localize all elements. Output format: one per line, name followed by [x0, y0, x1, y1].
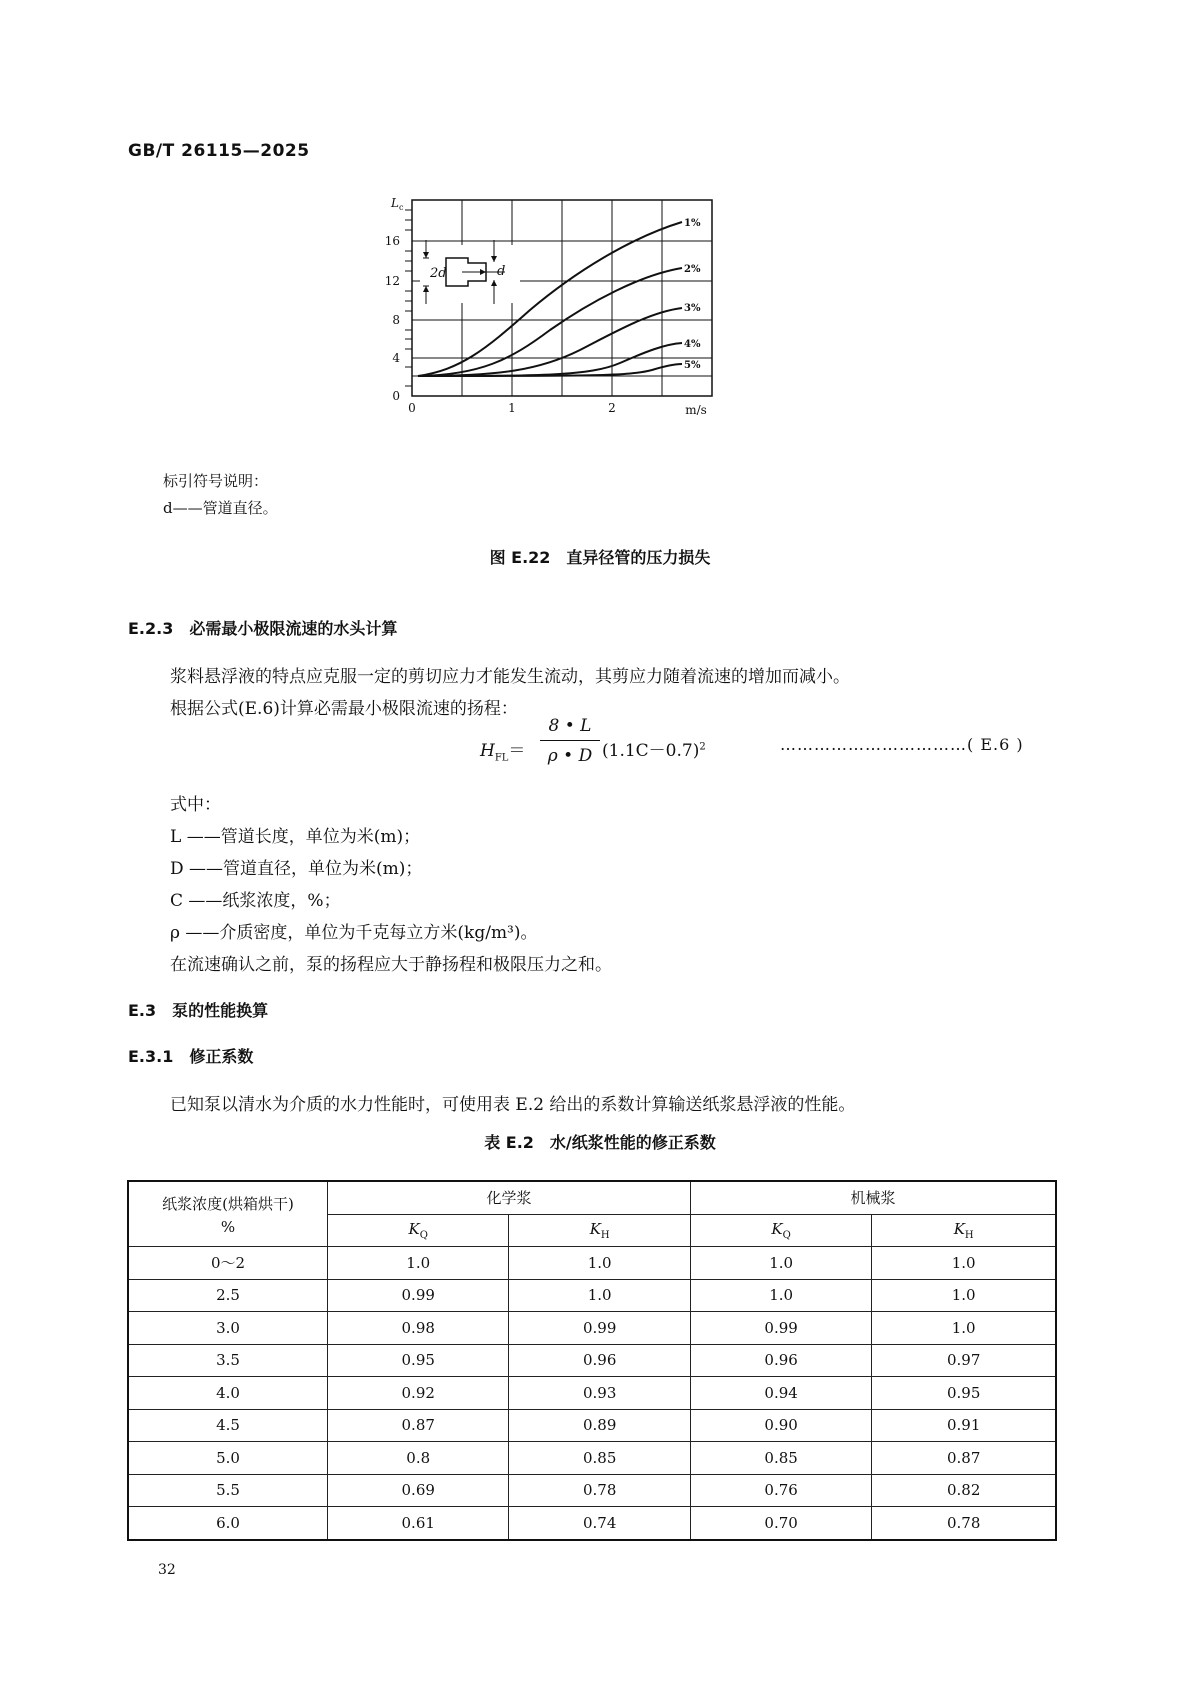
table-cell: 0.69: [328, 1474, 509, 1507]
table-cell: 2.5: [128, 1279, 328, 1312]
header-mech-kh: $K_H$: [872, 1214, 1056, 1247]
table-cell: 0.82: [872, 1474, 1056, 1507]
pressure-loss-figure: [384, 196, 730, 430]
table-cell: 1.0: [690, 1279, 871, 1312]
table-cell: 0.8: [328, 1442, 509, 1475]
table-cell: 0.93: [509, 1377, 690, 1410]
y-tick-8: 8: [392, 313, 400, 327]
table-cell: 6.0: [128, 1507, 328, 1540]
reducer-pipe-diagram: [420, 240, 520, 304]
table-row: [128, 1247, 1056, 1280]
table-cell: 0.85: [509, 1442, 690, 1475]
formula-lhs-sub: FL: [494, 752, 509, 764]
y-tick-0: 0: [392, 389, 400, 403]
where-item-rho: ρ ——介质密度，单位为千克每立方米(kg/m³)。: [170, 923, 538, 943]
header-consistency-line1: 纸浆浓度(烘箱烘干): [162, 1194, 294, 1213]
header-mechanical-pulp: 机械浆: [690, 1181, 1056, 1214]
y-tick-16: 16: [384, 234, 400, 248]
table-cell: 0.70: [690, 1507, 871, 1540]
table-cell: 1.0: [509, 1279, 690, 1312]
standard-code: GB/T 26115—2025: [128, 141, 310, 161]
table-cell: 1.0: [872, 1247, 1056, 1280]
heading-e3: E.3 泵的性能换算: [128, 1001, 269, 1020]
table-row: [128, 1344, 1056, 1377]
y-axis-label-sub: c: [399, 203, 404, 212]
curve-label-1pct: 1%: [684, 218, 701, 229]
table-cell: 0.96: [509, 1344, 690, 1377]
table-row: [128, 1312, 1056, 1345]
table-cell: 0.89: [509, 1409, 690, 1442]
table-row: [128, 1377, 1056, 1410]
figure-caption: 图 E.22 直异径管的压力损失: [489, 548, 711, 567]
table-cell: 0.96: [690, 1344, 871, 1377]
table-cell: 1.0: [690, 1247, 871, 1280]
table-row: [128, 1409, 1056, 1442]
table-row: [128, 1279, 1056, 1312]
header-chemical-pulp: 化学浆: [328, 1181, 691, 1214]
inset-label-d: d: [497, 264, 506, 279]
table-cell: 0.76: [690, 1474, 871, 1507]
table-cell: 0.97: [872, 1344, 1056, 1377]
paragraph-head-requirement: 在流速确认之前，泵的扬程应大于静扬程和极限压力之和。: [170, 955, 612, 975]
x-tick-1: 1: [508, 401, 516, 415]
table-row: [128, 1474, 1056, 1507]
formula-tail: (1.1C－0.7): [602, 741, 700, 761]
table-cell: 0.98: [328, 1312, 509, 1345]
y-axis-label: L: [391, 196, 399, 210]
curve-label-2pct: 2%: [684, 264, 701, 275]
table-cell: 0.74: [509, 1507, 690, 1540]
table-cell: 1.0: [509, 1247, 690, 1280]
header-chem-kq: $K_Q$: [328, 1214, 509, 1247]
table-cell: 4.5: [128, 1409, 328, 1442]
header-mech-kq: $K_Q$: [690, 1214, 871, 1247]
table-cell: 0.87: [872, 1442, 1056, 1475]
where-item-D: D ——管道直径，单位为米(m)；: [170, 859, 423, 879]
table-cell: 1.0: [328, 1247, 509, 1280]
paragraph-shear: 浆料悬浮液的特点应克服一定的剪切应力才能发生流动，其剪应力随着流速的增加而减小。: [170, 667, 850, 687]
table-cell: 0.92: [328, 1377, 509, 1410]
table-cell: 4.0: [128, 1377, 328, 1410]
correction-factor-table: [127, 1180, 1057, 1541]
header-chem-kh: $K_H$: [509, 1214, 690, 1247]
y-tick-12: 12: [384, 274, 400, 288]
table-row: [128, 1442, 1056, 1475]
table-cell: 0.78: [872, 1507, 1056, 1540]
x-tick-2: 2: [608, 401, 616, 415]
table-body: [128, 1247, 1056, 1540]
y-tick-4: 4: [392, 351, 400, 365]
table-caption: 表 E.2 水/纸浆性能的修正系数: [484, 1133, 716, 1152]
table-cell: 0.90: [690, 1409, 871, 1442]
table-cell: 0.99: [690, 1312, 871, 1345]
figure-key-heading: 标引符号说明：: [163, 472, 269, 490]
x-tick-0: 0: [408, 401, 416, 415]
header-consistency: [128, 1181, 328, 1247]
table-cell: 3.5: [128, 1344, 328, 1377]
where-label: 式中：: [170, 795, 221, 815]
figure-key-d: d——管道直径。: [163, 499, 278, 517]
where-item-L: L ——管道长度，单位为米(m)；: [170, 827, 421, 847]
table-cell: 5.5: [128, 1474, 328, 1507]
heading-e23: E.2.3 必需最小极限流速的水头计算: [128, 619, 398, 638]
table-cell: 0～2: [128, 1247, 328, 1280]
heading-e31: E.3.1 修正系数: [128, 1047, 254, 1066]
table-cell: 0.95: [872, 1377, 1056, 1410]
formula-exponent: 2: [699, 741, 706, 753]
table-row: [128, 1507, 1056, 1540]
paragraph-correction: 已知泵以清水为介质的水力性能时，可使用表 E.2 给出的系数计算输送纸浆悬浮液的性能。: [170, 1095, 856, 1115]
paragraph-formula-intro: 根据公式(E.6)计算必需最小极限流速的扬程：: [170, 699, 518, 719]
page-number: 32: [158, 1562, 176, 1578]
formula-denominator: ρ • D: [547, 746, 593, 766]
table-cell: 0.87: [328, 1409, 509, 1442]
table-cell: 0.78: [509, 1474, 690, 1507]
table-cell: 0.85: [690, 1442, 871, 1475]
table-cell: 0.94: [690, 1377, 871, 1410]
x-axis-unit: m/s: [685, 403, 707, 417]
table-cell: 1.0: [872, 1279, 1056, 1312]
curve-3pct: [418, 308, 682, 376]
formula-lhs: H: [480, 741, 495, 761]
table-cell: 0.99: [509, 1312, 690, 1345]
y-minor-ticks: [405, 210, 412, 386]
table-cell: 0.95: [328, 1344, 509, 1377]
curve-label-3pct: 3%: [684, 303, 701, 314]
curve-label-4pct: 4%: [684, 339, 701, 350]
header-consistency-line2: %: [220, 1217, 236, 1236]
equation-number: ……………………………( E.6 ): [780, 735, 1024, 754]
formula-numerator: 8 • L: [548, 716, 592, 736]
table-cell: 3.0: [128, 1312, 328, 1345]
table-cell: 0.91: [872, 1409, 1056, 1442]
table-cell: 0.99: [328, 1279, 509, 1312]
inset-label-2d: 2d: [430, 266, 447, 281]
table-cell: 1.0: [872, 1312, 1056, 1345]
table-cell: 5.0: [128, 1442, 328, 1475]
curve-label-5pct: 5%: [684, 360, 701, 371]
where-item-C: C ——纸浆浓度，%；: [170, 891, 341, 911]
table-cell: 0.61: [328, 1507, 509, 1540]
